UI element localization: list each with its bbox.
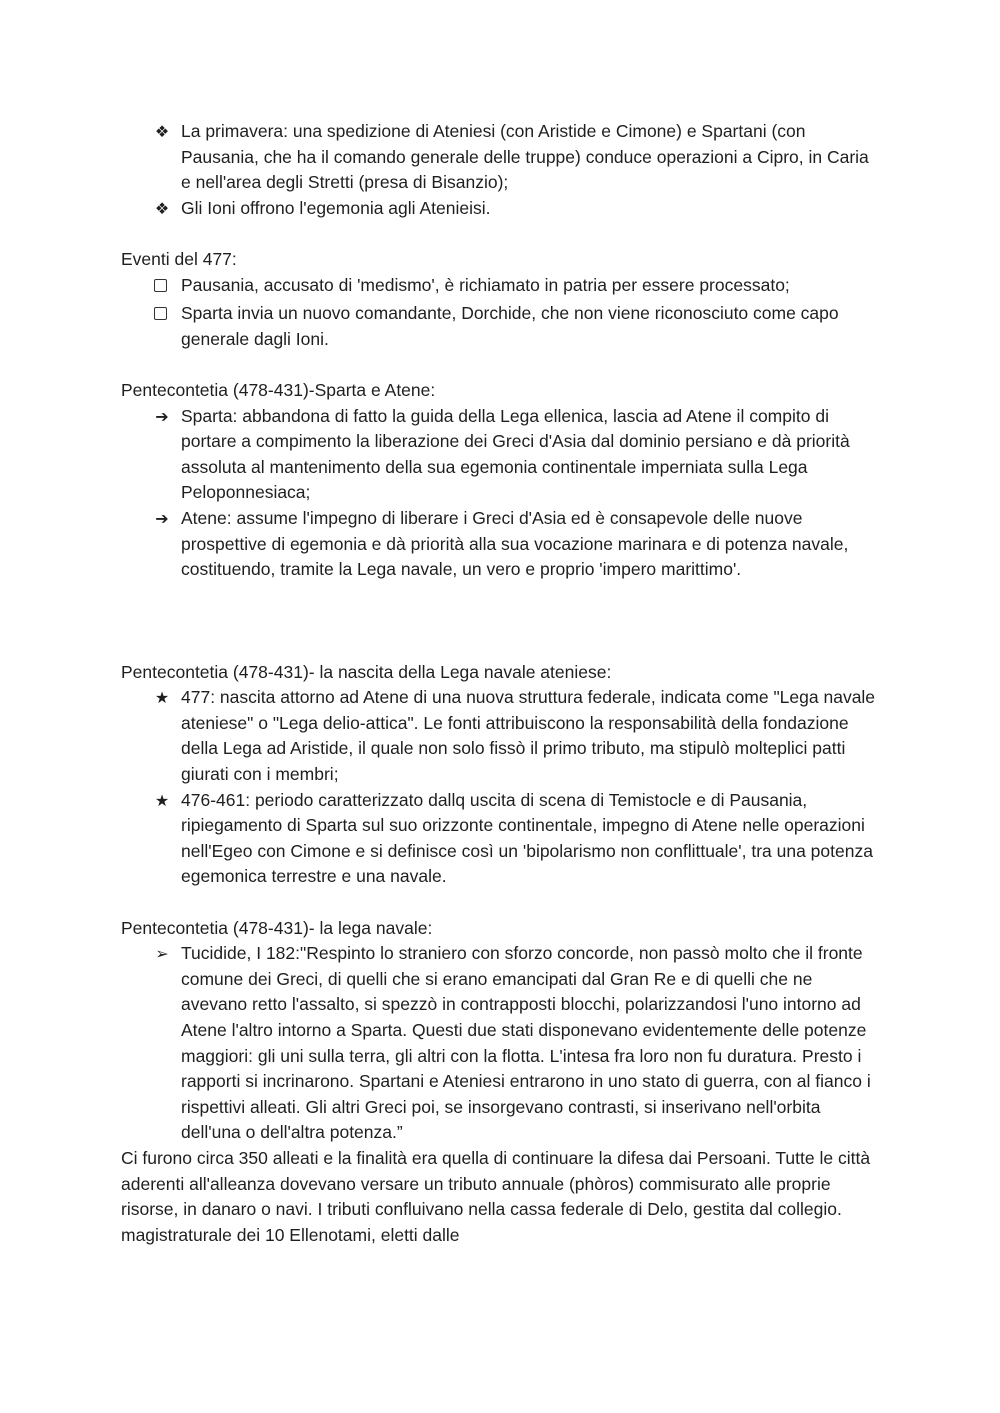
list-item-text: Atene: assume l'impegno di liberare i Greci d'Asia ed è consapevole delle nuove prospettive di egemonia e dà priorità alla sua vocazione marinara e di potenza navale, costituendo, tramite la Lega navale, un vero e proprio 'impero marittimo'. bbox=[181, 507, 849, 580]
diamond-bullet-icon: ❖ bbox=[154, 122, 170, 141]
checklist-item bbox=[121, 273, 881, 299]
section-spedizione bbox=[121, 119, 881, 221]
section-eventi-477 bbox=[121, 247, 881, 352]
diamond-bullet-list bbox=[121, 119, 881, 221]
list-item bbox=[121, 119, 881, 196]
list-item-text: Tucidide, I 182:"Respinto lo straniero con sforzo concorde, non passò molto che il fronte comune dei Greci, di quelli che si erano emancipati dal Gran Re e di quelli che ne avevano retto l'assalto, si spezzò in contrapposti blocchi, polarizzandosi l'uno intorno ad Atene l'altro intorno a Sparta. Questi due stati disponevano evidentemente delle potenze maggiori: gli uni sulla terra, gli altri con la flotta. L'intesa fra loro non fu duratura. Presto i rapporti si incrinarono. Spartani e Ateniesi entrarono in uno stato di guerra, con al fianco i rispettivi alleati. Gli altri Greci poi, se insorgevano contrasti, si inserivano nell'orbita dell'una o dell'altra potenza.” bbox=[181, 943, 871, 1143]
checklist-item bbox=[121, 301, 881, 352]
section-heading: Pentecontetia (478-431)-Sparta e Atene: bbox=[121, 379, 436, 400]
list-item-text: La primavera: una spedizione di Ateniesi (con Aristide e Cimone) e Spartani (con Pausania, che ha il comando generale delle truppe) conduce operazioni a Cipro, in Caria e nell'area degli Stretti (presa di Bisanzio); bbox=[181, 121, 869, 193]
body-paragraph: Ci furono circa 350 alleati e la finalità era quella di continuare la difesa dai Persoani. Tutte le città aderenti all'alleanza dovevano versare un tributo annuale (phòros) commisurato alle proprie risorse, in danaro o navi. I tributi confluivano nella cassa federale di Delo, gestita dal collegio. magistraturale dei 10 Ellenotami, eletti dalle bbox=[121, 1147, 871, 1245]
diamond-bullet-icon: ❖ bbox=[154, 198, 170, 218]
list-item-text: Sparta invia un nuovo comandante, Dorchide, che non viene riconosciuto come capo generale dagli Ioni. bbox=[181, 303, 839, 349]
list-item bbox=[121, 404, 881, 506]
triangle-arrow-bullet-icon: ➢ bbox=[155, 944, 169, 964]
checkbox-list bbox=[121, 273, 881, 353]
list-item-text: 476-461: periodo caratterizzato dallq uscita di scena di Temistocle e di Pausania, ripiegamento di Sparta sul suo orizzonte continentale, impegno di Atene nelle operazioni nell'Egeo con Cimone e si definisce così un 'bipolarismo non conflittuale', tra una potenza egemonica terrestre e una navale. bbox=[181, 789, 873, 887]
list-item-text: Sparta: abbandona di fatto la guida della Lega ellenica, lascia ad Atene il compito di portare a compimento la liberazione dei Greci d'Asia dal dominio persiano e dà priorità assoluta al mantenimento della sua egemonia continentale imperniata sulla Lega Peloponnesiaca; bbox=[181, 405, 850, 503]
section-heading: Pentecontetia (478-431)- la nascita della Lega navale ateniese: bbox=[121, 661, 612, 682]
checkbox[interactable] bbox=[154, 307, 167, 320]
list-item bbox=[121, 685, 881, 787]
arrow-bullet-icon: ➔ bbox=[155, 508, 169, 528]
document-page bbox=[121, 119, 881, 1248]
star-bullet-icon: ★ bbox=[154, 790, 170, 810]
list-item bbox=[121, 506, 881, 583]
section-sparta-atene bbox=[121, 378, 881, 583]
list-item-text: Gli Ioni offrono l'egemonia agli Atenieisi. bbox=[181, 197, 491, 218]
list-item-text: Pausania, accusato di 'medismo', è richiamato in patria per essere processato; bbox=[181, 274, 790, 295]
section-lega-navale bbox=[121, 916, 881, 1249]
list-item-text: 477: nascita attorno ad Atene di una nuova struttura federale, indicata come "Lega navale ateniese" o "Lega delio-attica". Le fonti attribuiscono la responsabilità della fondazione della Lega ad Aristide, il quale non solo fissò il primo tributo, ma stipulò molteplici patti giurati con i membri; bbox=[181, 687, 876, 785]
section-heading: Pentecontetia (478-431)- la lega navale: bbox=[121, 917, 433, 938]
list-item bbox=[121, 788, 881, 890]
section-heading: Eventi del 477: bbox=[121, 248, 237, 269]
arrow-bullet-icon: ➔ bbox=[155, 406, 169, 426]
star-bullet-list bbox=[121, 685, 881, 890]
arrow-bullet-list bbox=[121, 404, 881, 583]
checkbox[interactable] bbox=[154, 279, 167, 292]
triangle-arrow-bullet-list bbox=[121, 941, 881, 1146]
section-nascita-lega bbox=[121, 660, 881, 890]
list-item bbox=[121, 941, 881, 1146]
star-bullet-icon: ★ bbox=[154, 688, 170, 708]
list-item bbox=[121, 196, 881, 222]
